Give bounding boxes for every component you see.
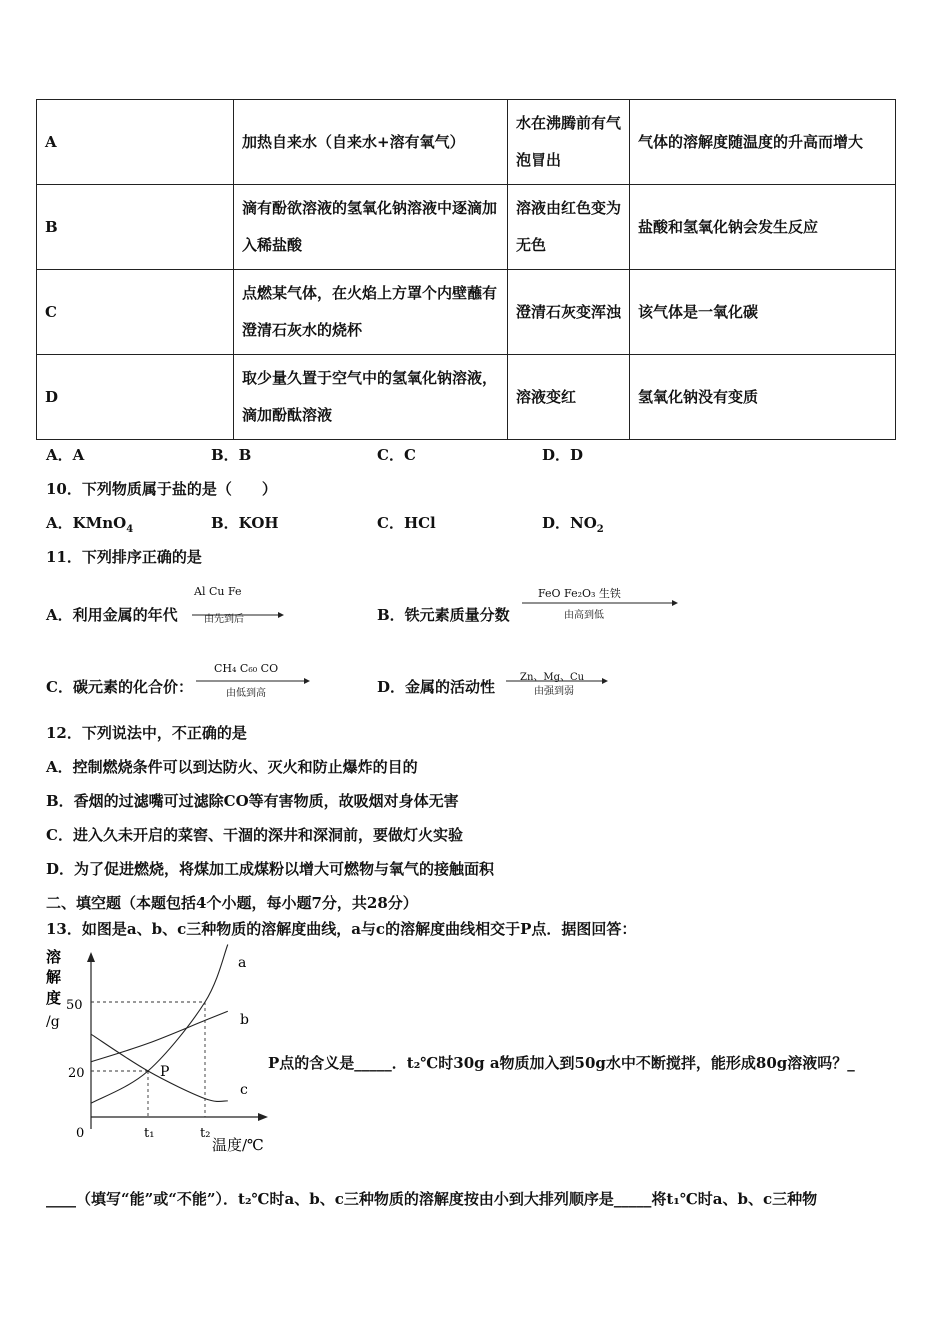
q13-line2: ____（填写“能”或“不能”）．t₂℃时a、b、c三种物质的溶解度按由小到大排列顺序是_____将t₁℃时a、b、c三种物 bbox=[46, 1190, 818, 1208]
row-phenomenon: 溶液变红 bbox=[508, 355, 630, 440]
origin-label: 0 bbox=[76, 1126, 85, 1141]
q11-d-bottom: 由强到弱 bbox=[534, 686, 574, 697]
q13-stem: 13．如图是a、b、c三种物质的溶解度曲线，a与c的溶解度曲线相交于P点．据图回答： bbox=[46, 920, 637, 938]
q11-b-top: FeO Fe₂O₃ 生铁 bbox=[538, 587, 621, 600]
row-action: 取少量久置于空气中的氢氧化钠溶液，滴加酚酞溶液 bbox=[234, 355, 508, 440]
table-row bbox=[37, 185, 896, 270]
row-conclusion: 盐酸和氢氧化钠会发生反应 bbox=[630, 185, 896, 270]
y-label-3: 度 bbox=[46, 989, 62, 1007]
point-p-label: P bbox=[160, 1064, 170, 1080]
q9-option-b: B．B bbox=[211, 446, 252, 464]
y-label-2: 解 bbox=[46, 968, 62, 986]
row-action: 点燃某气体，在火焰上方罩个内壁蘸有澄清石灰水的烧杯 bbox=[234, 270, 508, 355]
q10-option-c: C．HCl bbox=[377, 514, 436, 532]
row-phenomenon: 澄清石灰变浑浊 bbox=[508, 270, 630, 355]
table-row bbox=[37, 100, 896, 185]
q9-option-a: A．A bbox=[46, 446, 85, 464]
q12-option-d: D．为了促进燃烧，将煤加工成煤粉以增大可燃物与氧气的接触面积 bbox=[46, 860, 495, 878]
series-label-b: b bbox=[240, 1012, 249, 1028]
x-axis-arrow bbox=[258, 1113, 268, 1121]
x-axis-label: 温度/℃ bbox=[212, 1136, 264, 1154]
q12-option-c: C．进入久未开启的菜窖、干涸的深井和深洞前，要做灯火实验 bbox=[46, 826, 463, 844]
section-title: 二、填空题（本题包括4个小题，每小题7分，共28分） bbox=[46, 894, 418, 912]
row-conclusion: 氢氧化钠没有变质 bbox=[630, 355, 896, 440]
series-label-c: c bbox=[240, 1082, 248, 1098]
x-tick-t2: t₂ bbox=[200, 1126, 211, 1141]
row-conclusion: 气体的溶解度随温度的升高而增大 bbox=[630, 100, 896, 185]
table-row bbox=[37, 270, 896, 355]
solubility-chart bbox=[40, 944, 280, 1158]
q11-a-top: Al Cu Fe bbox=[194, 585, 242, 598]
curve-b bbox=[91, 1011, 228, 1062]
q11-a-bottom: 由先到后 bbox=[204, 614, 244, 625]
q13-line1: P点的含义是_____．t₂℃时30g a物质加入到50g水中不断搅拌，能形成80g溶液吗？_ bbox=[268, 1054, 855, 1072]
q10-option-a: A．KMnO$_4$ bbox=[46, 514, 134, 535]
q9-option-c: C．C bbox=[377, 446, 416, 464]
row-label: D bbox=[37, 355, 234, 440]
q11-b-bottom: 由高到低 bbox=[564, 610, 604, 621]
series-label-a: a bbox=[238, 955, 247, 971]
row-label: A bbox=[37, 100, 234, 185]
q11-option-d: D．金属的活动性 bbox=[377, 678, 496, 696]
experiment-table bbox=[36, 99, 896, 440]
q10-option-b: B．KOH bbox=[211, 514, 279, 532]
row-conclusion: 该气体是一氧化碳 bbox=[630, 270, 896, 355]
q11-c-bottom: 由低到高 bbox=[226, 688, 266, 699]
row-action: 滴有酚欲溶液的氢氧化钠溶液中逐滴加入稀盐酸 bbox=[234, 185, 508, 270]
q12-option-a: A．控制燃烧条件可以到达防火、灭火和防止爆炸的目的 bbox=[46, 758, 418, 776]
q11-option-c: C．碳元素的化合价： bbox=[46, 678, 193, 696]
table-row bbox=[37, 355, 896, 440]
row-action: 加热自来水（自来水+溶有氧气） bbox=[234, 100, 508, 185]
y-axis-arrow bbox=[87, 952, 95, 962]
q9-option-d: D．D bbox=[542, 446, 584, 464]
q10-stem: 10．下列物质属于盐的是（ ） bbox=[46, 480, 277, 498]
row-label: C bbox=[37, 270, 234, 355]
row-phenomenon: 溶液由红色变为无色 bbox=[508, 185, 630, 270]
q10-option-d: D．$NO_2$ bbox=[542, 514, 604, 535]
row-label: B bbox=[37, 185, 234, 270]
y-tick-20: 20 bbox=[68, 1066, 85, 1081]
y-tick-50: 50 bbox=[66, 998, 83, 1013]
row-phenomenon: 水在沸腾前有气泡冒出 bbox=[508, 100, 630, 185]
q11-option-a: A．利用金属的年代 bbox=[46, 606, 178, 624]
y-label-4: /g bbox=[46, 1014, 60, 1030]
dashed-guides bbox=[91, 1002, 205, 1117]
q11-stem: 11．下列排序正确的是 bbox=[46, 548, 202, 566]
x-tick-t1: t₁ bbox=[144, 1126, 155, 1141]
q12-option-b: B．香烟的过滤嘴可过滤除CO等有害物质，故吸烟对身体无害 bbox=[46, 792, 459, 810]
y-label-1: 溶 bbox=[46, 948, 62, 966]
q11-c-top: CH₄ C₆₀ CO bbox=[214, 662, 279, 675]
q12-stem: 12．下列说法中，不正确的是 bbox=[46, 724, 247, 742]
q11-d-top: Zn、Mg、Cu bbox=[520, 672, 585, 683]
q11-option-b: B．铁元素质量分数 bbox=[377, 606, 510, 624]
